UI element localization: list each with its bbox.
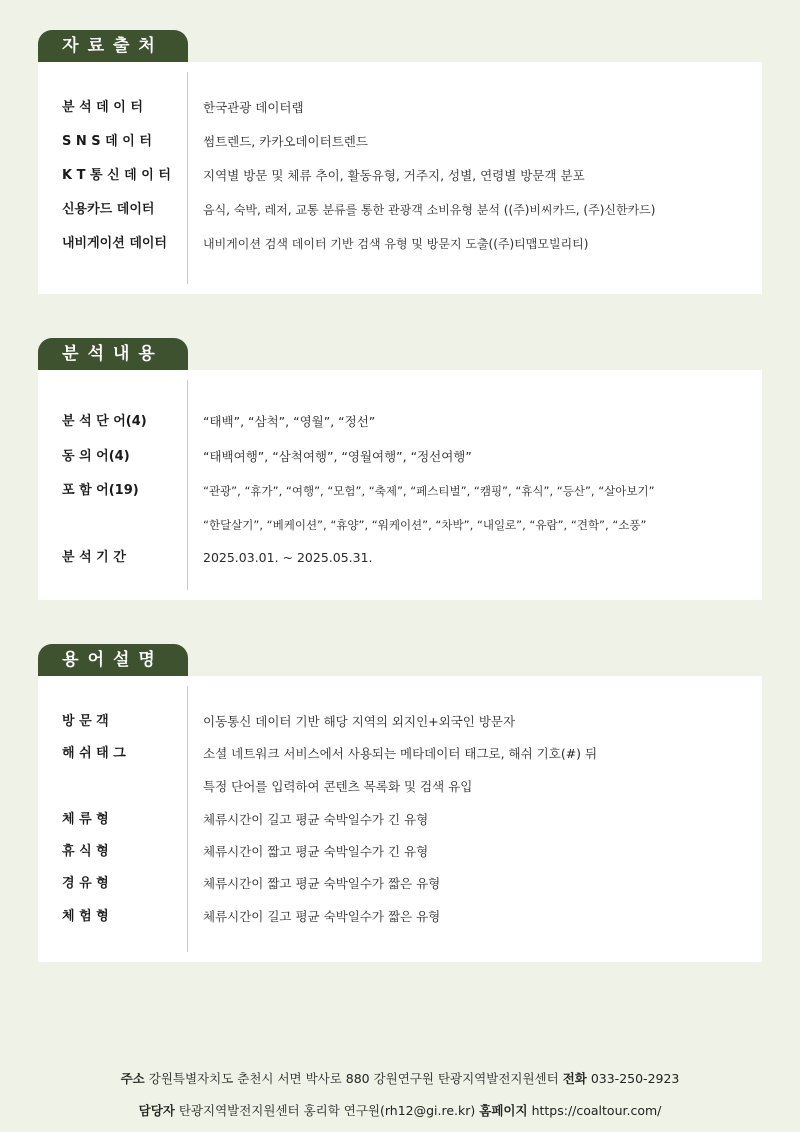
glossary-section xyxy=(38,644,762,962)
row-label: 경 유 형 xyxy=(62,876,109,891)
list-item xyxy=(38,412,762,432)
list-item xyxy=(38,166,762,186)
row-value: 이동통신 데이터 기반 해당 지역의 외지인+외국인 방문자 xyxy=(203,714,516,729)
row-label: S N S 데 이 터 xyxy=(62,134,152,149)
row-label: 분 석 데 이 터 xyxy=(62,100,143,115)
row-value: 음식, 숙박, 레저, 교통 분류를 통한 관광객 소비유형 분석 ((주)비씨카드, (주)신한카드) xyxy=(203,203,656,217)
row-label: 휴 식 형 xyxy=(62,844,109,859)
list-item xyxy=(38,712,762,732)
row-value: 체류시간이 길고 평균 숙박일수가 짧은 유형 xyxy=(203,909,441,924)
phone-label: 전화 xyxy=(562,1071,587,1086)
list-item xyxy=(38,744,762,764)
row-label: 체 류 형 xyxy=(62,812,109,827)
row-label: 분 석 단 어(4) xyxy=(62,414,147,429)
analysis-section xyxy=(38,338,762,600)
row-value: “한달살기”, “베케이션”, “휴양”, “워케이션”, “차박”, “내일로”, “유람”, “견학”, “소풍” xyxy=(203,518,647,532)
list-item xyxy=(38,481,762,501)
contact-text: 탄광지역발전지원센터 홍리학 연구원(rh12@gi.re.kr) xyxy=(178,1103,476,1118)
row-label: K T 통 신 데 이 터 xyxy=(62,168,171,183)
list-item xyxy=(38,874,762,894)
address-label: 주소 xyxy=(120,1071,145,1086)
address-text: 강원특별자치도 춘천시 서면 박사로 880 강원연구원 탄광지역발전지원센터 xyxy=(148,1071,559,1086)
row-value: 특정 단어를 입력하여 콘텐츠 목록화 및 검색 유입 xyxy=(203,779,473,794)
list-item xyxy=(38,810,762,830)
row-label: 내비게이션 데이터 xyxy=(62,236,167,251)
row-value: 체류시간이 길고 평균 숙박일수가 긴 유형 xyxy=(203,812,429,827)
row-value: “관광”, “휴가”, “여행”, “모험”, “축제”, “페스티벌”, “캠핑”, “휴식”, “등산”, “살아보기” xyxy=(203,484,655,498)
list-item xyxy=(38,132,762,152)
sources-section xyxy=(38,30,762,294)
row-value: 체류시간이 짧고 평균 숙박일수가 긴 유형 xyxy=(203,844,429,859)
homepage-label: 홈페이지 xyxy=(479,1103,528,1118)
row-value: “태백”, “삼척”, “영월”, “정선” xyxy=(203,414,376,429)
row-value: 한국관광 데이터랩 xyxy=(203,100,304,115)
list-item xyxy=(38,842,762,862)
list-item xyxy=(38,447,762,467)
row-label: 신용카드 데이터 xyxy=(62,202,155,217)
row-label: 해 쉬 태 그 xyxy=(62,746,126,761)
homepage-link[interactable]: https://coaltour.com/ xyxy=(531,1103,662,1118)
row-value: 2025.03.01. ~ 2025.05.31. xyxy=(203,550,373,565)
row-value: 썸트렌드, 카카오데이터트렌드 xyxy=(203,134,368,149)
analysis-card xyxy=(38,370,762,600)
glossary-card xyxy=(38,676,762,962)
row-label: 분 석 기 간 xyxy=(62,550,126,565)
row-label: 방 문 객 xyxy=(62,714,109,729)
row-label: 체 험 형 xyxy=(62,909,109,924)
sources-tab-title: 자료출처 xyxy=(38,30,188,62)
footer-contact-line xyxy=(0,1101,800,1119)
list-item xyxy=(38,777,762,797)
contact-label: 담당자 xyxy=(138,1103,175,1118)
phone-text: 033-250-2923 xyxy=(590,1071,680,1086)
row-value: 체류시간이 짧고 평균 숙박일수가 짧은 유형 xyxy=(203,876,441,891)
list-item xyxy=(38,548,762,568)
row-value: 내비게이션 검색 데이터 기반 검색 유형 및 방문지 도출((주)티맵모빌리티) xyxy=(203,237,589,251)
glossary-tab-title: 용어설명 xyxy=(38,644,188,676)
list-item xyxy=(38,200,762,220)
analysis-tab-title: 분석내용 xyxy=(38,338,188,370)
footer-address-line xyxy=(0,1069,800,1087)
list-item xyxy=(38,515,762,535)
row-label: 동 의 어(4) xyxy=(62,449,130,464)
row-value: 지역별 방문 및 체류 추이, 활동유형, 거주지, 성별, 연령별 방문객 분포 xyxy=(203,168,585,183)
row-value: 소셜 네트워크 서비스에서 사용되는 메타데이터 태그로, 해쉬 기호(#) 뒤 xyxy=(203,746,598,761)
sources-card xyxy=(38,62,762,294)
row-value: “태백여행”, “삼척여행”, “영월여행”, “정선여행” xyxy=(203,449,472,464)
row-label: 포 함 어(19) xyxy=(62,483,139,498)
list-item xyxy=(38,234,762,254)
list-item xyxy=(38,907,762,927)
list-item xyxy=(38,98,762,118)
